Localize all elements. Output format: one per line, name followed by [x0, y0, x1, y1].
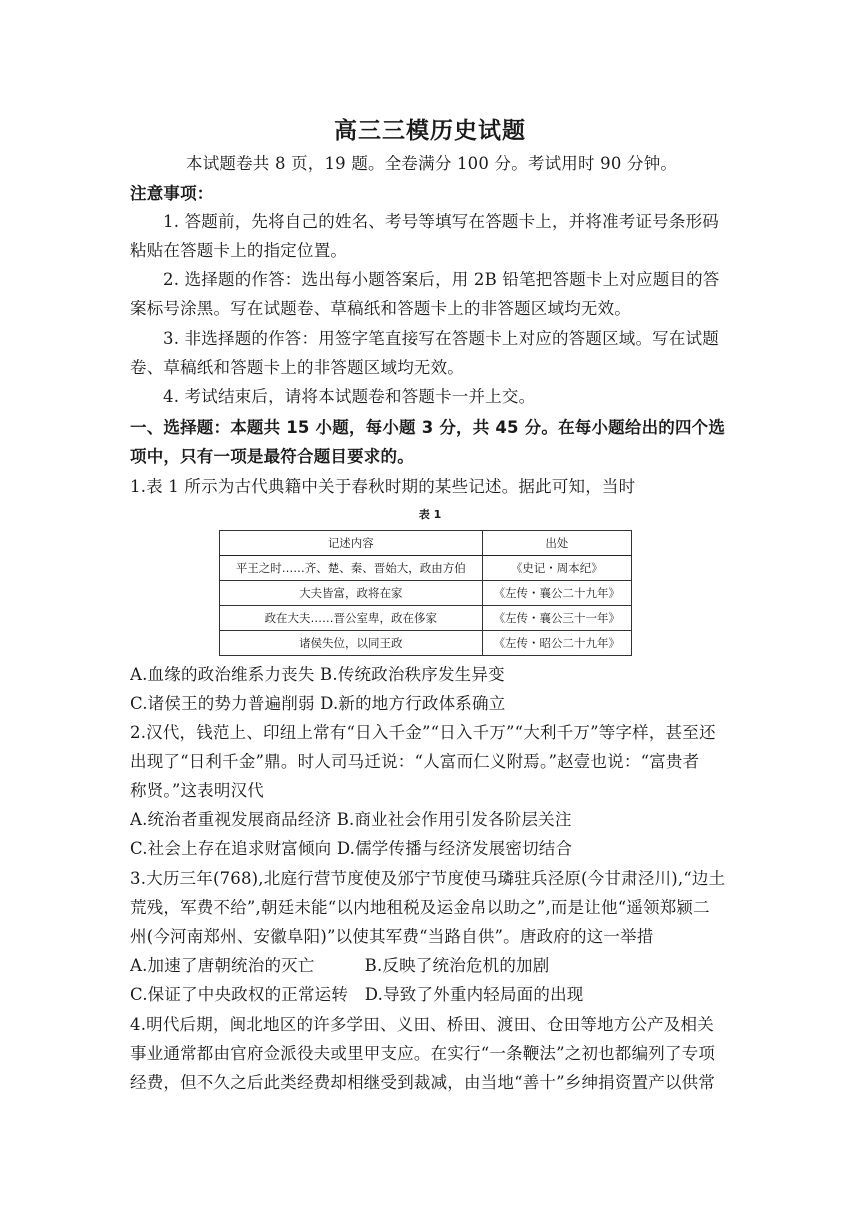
- question-1-options-cd: C.诸侯王的势力普遍削弱 D.新的地方行政体系确立: [130, 694, 506, 713]
- question-4-stem-cont-2: 经费，但不久之后此类经费却相继受到裁减，由当地“善十”乡绅捐资置产以供常: [130, 1073, 716, 1092]
- table-cell-content: 大夫皆富，政将在家: [220, 581, 483, 606]
- question-3-options-cd: C.保证了中央政权的正常运转 D.导致了外重内轻局面的出现: [130, 985, 584, 1004]
- question-2-stem: 2.汉代，钱范上、印纽上常有“日入千金”“日入千万”“大利千万”等字样，甚至还: [130, 723, 716, 742]
- table-row: [220, 631, 632, 656]
- question-3-stem: 3.大历三年(768),北庭行营节度使及邠宁节度使马璘驻兵泾原(今甘肃泾川),“边土: [130, 869, 726, 888]
- table-1: [219, 530, 632, 656]
- question-1-stem: 1.表 1 所示为古代典籍中关于春秋时期的某些记述。据此可知，当时: [130, 477, 636, 496]
- question-4-stem-cont: 事业通常都由官府佥派役夫或里甲支应。在实行“一条鞭法”之初也都编列了专项: [130, 1044, 716, 1063]
- table-cell-source: 《史记・周本纪》: [482, 556, 631, 581]
- table-header-source: 出处: [482, 531, 631, 556]
- section-heading-cont: 项中，只有一项是最符合题目要求的。: [130, 447, 414, 466]
- table-cell-source: 《左传・襄公二十九年》: [482, 581, 631, 606]
- table-caption: 表 1: [418, 508, 442, 521]
- table-row: [220, 581, 632, 606]
- section-heading: 一、选择题：本题共 15 小题，每小题 3 分，共 45 分。在每小题给出的四个选: [130, 418, 726, 437]
- notice-item-2: 2. 选择题的作答：选出每小题答案后，用 2B 铅笔把答题卡上对应题目的答: [163, 270, 720, 289]
- table-cell-source: 《左传・昭公二十九年》: [482, 631, 631, 656]
- question-1-options-ab: A.血缘的政治维系力丧失 B.传统政治秩序发生异变: [130, 665, 505, 684]
- question-4-stem: 4.明代后期，闽北地区的许多学田、义田、桥田、渡田、仓田等地方公产及相关: [130, 1015, 714, 1034]
- table-cell-content: 诸侯失位，以同王政: [220, 631, 483, 656]
- table-cell-content: 平王之时……齐、楚、秦、晋始大，政由方伯: [220, 556, 483, 581]
- notice-item-1-cont: 粘贴在答题卡上的指定位置。: [130, 241, 348, 260]
- page-title: 高三三模历史试题: [334, 118, 526, 144]
- question-2-stem-cont: 出现了“日利千金”鼎。时人司马迁说：“人富而仁义附焉。”赵壹也说：“富贵者: [130, 752, 700, 771]
- notice-item-3-cont: 卷、草稿纸和答题卡上的非答题区域均无效。: [130, 358, 464, 377]
- notice-item-4: 4. 考试结束后，请将本试题卷和答题卡一并上交。: [163, 387, 536, 406]
- exam-intro: 本试题卷共 8 页，19 题。全卷满分 100 分。考试用时 90 分钟。: [186, 154, 678, 173]
- table-cell-content: 政在大夫……晋公室卑，政在侈家: [220, 606, 483, 631]
- table-row: [220, 556, 632, 581]
- notice-item-3: 3. 非选择题的作答：用签字笔直接写在答题卡上对应的答题区域。写在试题: [163, 329, 719, 348]
- question-3-options-ab: A.加速了唐朝统治的灭亡 B.反映了统治危机的加剧: [130, 956, 550, 975]
- notice-item-1: 1. 答题前，先将自己的姓名、考号等填写在答题卡上，并将准考证号条形码: [163, 212, 719, 231]
- notice-heading: 注意事项：: [130, 184, 214, 203]
- notice-item-2-cont: 案标号涂黑。写在试题卷、草稿纸和答题卡上的非答题区域均无效。: [130, 299, 631, 318]
- table-header-row: [220, 531, 632, 556]
- question-2-options-ab: A.统治者重视发展商品经济 B.商业社会作用引发各阶层关注: [130, 810, 572, 829]
- question-2-options-cd: C.社会上存在追求财富倾向 D.儒学传播与经济发展密切结合: [130, 839, 573, 858]
- question-3-stem-cont: 荒残，军费不给”,朝廷未能“以内地租税及运金帛以助之”,而是让他“遥领郑颍二: [130, 898, 710, 917]
- table-row: [220, 606, 632, 631]
- question-2-stem-end: 称贤。”这表明汉代: [130, 781, 264, 800]
- question-3-stem-end: 州(今河南郑州、安徽阜阳)”以使其军费“当路自供”。唐政府的这一举措: [130, 927, 654, 946]
- table-cell-source: 《左传・襄公三十一年》: [482, 606, 631, 631]
- table-header-content: 记述内容: [220, 531, 483, 556]
